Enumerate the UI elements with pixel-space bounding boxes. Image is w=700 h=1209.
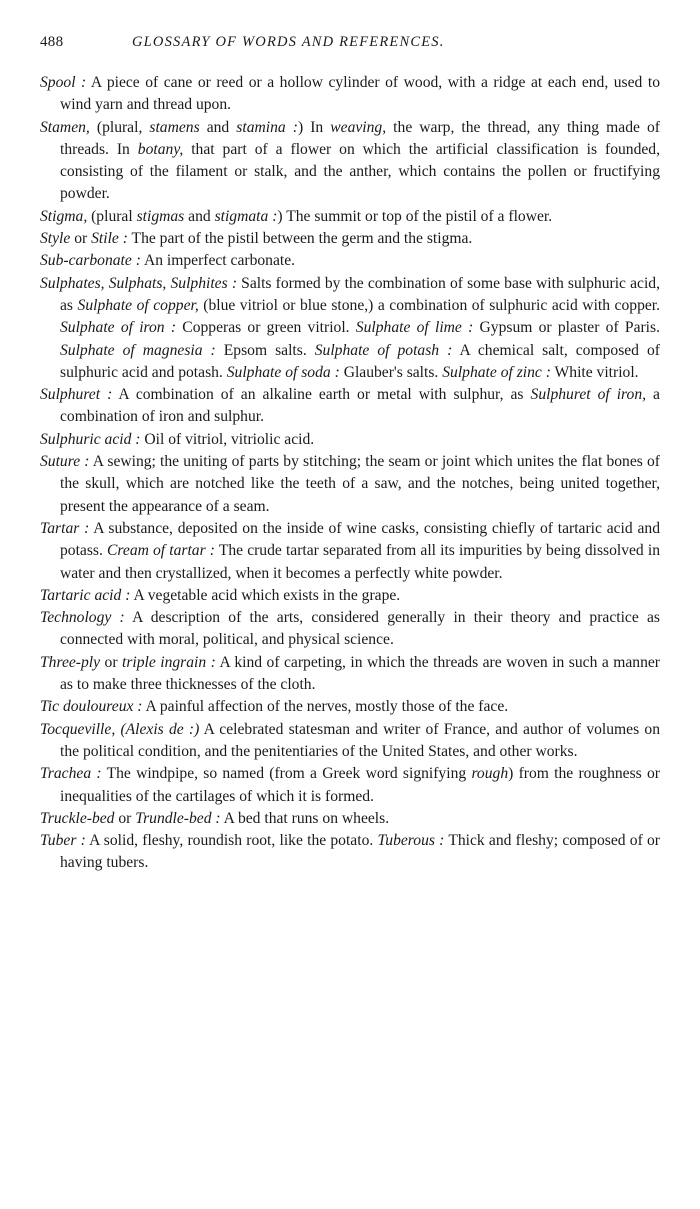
glossary-entry bbox=[40, 206, 660, 228]
definition-text: (plural, bbox=[89, 118, 150, 136]
italic-term: Tartar : bbox=[40, 519, 90, 537]
glossary-entry bbox=[40, 228, 660, 250]
italic-term: Suture : bbox=[40, 453, 90, 471]
glossary-entry bbox=[40, 763, 660, 808]
italic-term: stamens bbox=[149, 118, 200, 136]
definition-text: Oil of vitriol, vitriolic acid. bbox=[140, 430, 315, 448]
definition-text: Thick and fleshy; composed of or having tubers. bbox=[60, 832, 660, 872]
italic-term: Sulphuric acid : bbox=[40, 430, 141, 448]
italic-term: Sulphate of lime : bbox=[355, 319, 474, 337]
definition-text: (blue vitriol or blue stone,) a combination of sulphuric acid with copper. bbox=[198, 296, 661, 314]
italic-term: Sulphate of potash : bbox=[314, 341, 453, 359]
italic-term: Stamen, bbox=[40, 118, 90, 136]
definition-text: A combination of an alkaline earth or metal with sulphur, as bbox=[112, 386, 531, 404]
definition-text: or bbox=[114, 809, 136, 827]
italic-term: stigmas bbox=[136, 207, 185, 225]
running-head bbox=[40, 30, 660, 56]
definition-text: ) from the roughness or inequalities of the cartilages of which it is formed. bbox=[60, 765, 660, 805]
definition-text: Gypsum or plaster of Paris. bbox=[473, 319, 660, 337]
glossary-entry bbox=[40, 607, 660, 652]
definition-text: Copperas or green vitriol. bbox=[176, 319, 356, 337]
running-title: GLOSSARY OF WORDS AND REFERENCES. bbox=[132, 34, 445, 50]
italic-term: Sulphate of zinc : bbox=[442, 363, 551, 381]
definition-text: Salts formed by the combination of some base with sulphuric acid, as bbox=[60, 274, 660, 314]
definition-text: A description of the arts, considered generally in their theory and practice as connected with moral, political, and physical science. bbox=[60, 609, 660, 649]
italic-term: Stigma, bbox=[40, 207, 88, 225]
definition-text: or bbox=[70, 230, 92, 248]
italic-term: triple ingrain : bbox=[122, 653, 216, 671]
definition-text: ) The summit or top of the pistil of a flower. bbox=[277, 207, 553, 225]
italic-term: Trundle-bed : bbox=[135, 809, 221, 827]
definition-text: a combination of iron and sulphur. bbox=[60, 386, 660, 426]
italic-term: Three-ply bbox=[40, 653, 101, 671]
definition-text: White vitriol. bbox=[550, 363, 639, 381]
italic-term: Truckle-bed bbox=[40, 809, 115, 827]
glossary-entry bbox=[40, 830, 660, 875]
glossary-entry bbox=[40, 652, 660, 697]
definition-text: The part of the pistil between the germ and the stigma. bbox=[127, 230, 473, 248]
definition-text: A vegetable acid which exists in the grape. bbox=[130, 586, 401, 604]
glossary-entry bbox=[40, 250, 660, 272]
definition-text: and bbox=[184, 207, 215, 225]
italic-term: Tartaric acid : bbox=[40, 586, 131, 604]
definition-text: Epsom salts. bbox=[215, 341, 315, 359]
definition-text: A chemical salt, composed of sulphuric acid and potash. bbox=[60, 341, 660, 381]
page-number: 488 bbox=[40, 34, 64, 50]
italic-term: botany, bbox=[137, 140, 184, 158]
italic-term: Tocqueville, (Alexis de :) bbox=[40, 720, 200, 738]
definition-text: ) In bbox=[297, 118, 331, 136]
definition-text: A piece of cane or reed or a hollow cylinder of wood, with a ridge at each end, used to wind yarn and thread upon. bbox=[60, 74, 660, 114]
definition-text: The crude tartar separated from all its impurities by being dissolved in water and then crystallized, when it becomes a perfectly white powder. bbox=[60, 542, 660, 582]
definition-text: A substance, deposited on the inside of wine casks, consisting chiefly of tartaric acid and potass. bbox=[60, 519, 660, 560]
definition-text: A painful affection of the nerves, mostly those of the face. bbox=[142, 698, 509, 716]
glossary-entry bbox=[40, 117, 660, 206]
italic-term: weaving, bbox=[330, 118, 387, 136]
glossary-entries bbox=[40, 72, 660, 875]
italic-term: Sulphate of magnesia : bbox=[60, 341, 216, 359]
italic-term: stigmata : bbox=[214, 207, 278, 225]
italic-term: Sub-carbonate : bbox=[40, 252, 141, 270]
italic-term: Tuber : bbox=[40, 832, 86, 850]
italic-term: Trachea : bbox=[40, 765, 102, 783]
italic-term: rough bbox=[471, 765, 509, 783]
definition-text: A sewing; the uniting of parts by stitching; the seam or joint which unites the flat bones of the skull, which are notched like the teeth of a saw, and the notches, being united together, present the appearance of a seam. bbox=[60, 453, 660, 515]
glossary-entry bbox=[40, 585, 660, 607]
glossary-entry bbox=[40, 384, 660, 429]
glossary-entry bbox=[40, 808, 660, 830]
definition-text: the warp, the thread, any thing made of threads. In bbox=[60, 118, 660, 158]
definition-text: that part of a flower on which the artificial classification is founded, consisting of the filament or stalk, and the anther, which contains the pollen or fructifying powder. bbox=[60, 140, 660, 203]
definition-text: and bbox=[199, 118, 237, 136]
italic-term: Sulphuret of iron, bbox=[530, 386, 647, 404]
italic-term: Sulphate of copper, bbox=[77, 296, 199, 314]
definition-text: Glauber's salts. bbox=[339, 363, 443, 381]
definition-text: The windpipe, so named (from a Greek word signifying bbox=[101, 765, 472, 783]
definition-text: A solid, fleshy, roundish root, like the potato. bbox=[85, 832, 378, 850]
glossary-entry bbox=[40, 719, 660, 764]
italic-term: Sulphate of soda : bbox=[226, 363, 340, 381]
italic-term: Sulphates, Sulphats, Sulphites : bbox=[40, 274, 238, 292]
definition-text: An imperfect carbonate. bbox=[140, 252, 296, 270]
italic-term: Spool : bbox=[40, 74, 87, 91]
italic-term: Sulphuret : bbox=[40, 386, 113, 404]
definition-text: A kind of carpeting, in which the threads are woven in such a manner as to make three thicknesses of the cloth. bbox=[60, 653, 661, 694]
glossary-entry bbox=[40, 518, 660, 585]
glossary-entry bbox=[40, 429, 660, 451]
italic-term: stamina : bbox=[236, 118, 298, 136]
definition-text: or bbox=[100, 653, 122, 671]
glossary-entry bbox=[40, 273, 660, 384]
italic-term: Cream of tartar : bbox=[107, 542, 215, 560]
italic-term: Technology : bbox=[40, 609, 125, 627]
italic-term: Tuberous : bbox=[377, 832, 445, 850]
definition-text: (plural bbox=[87, 207, 137, 225]
italic-term: Sulphate of iron : bbox=[60, 319, 177, 337]
glossary-entry bbox=[40, 696, 660, 718]
definition-text: A bed that runs on wheels. bbox=[220, 809, 390, 827]
definition-text: A celebrated statesman and writer of France, and author of volumes on the political condition, and the penitentiaries of the United States, and other works. bbox=[60, 720, 660, 760]
glossary-entry bbox=[40, 451, 660, 518]
italic-term: Stile : bbox=[91, 230, 128, 248]
italic-term: Style bbox=[40, 230, 71, 248]
italic-term: Tic douloureux : bbox=[40, 698, 143, 716]
glossary-entry bbox=[40, 72, 660, 117]
